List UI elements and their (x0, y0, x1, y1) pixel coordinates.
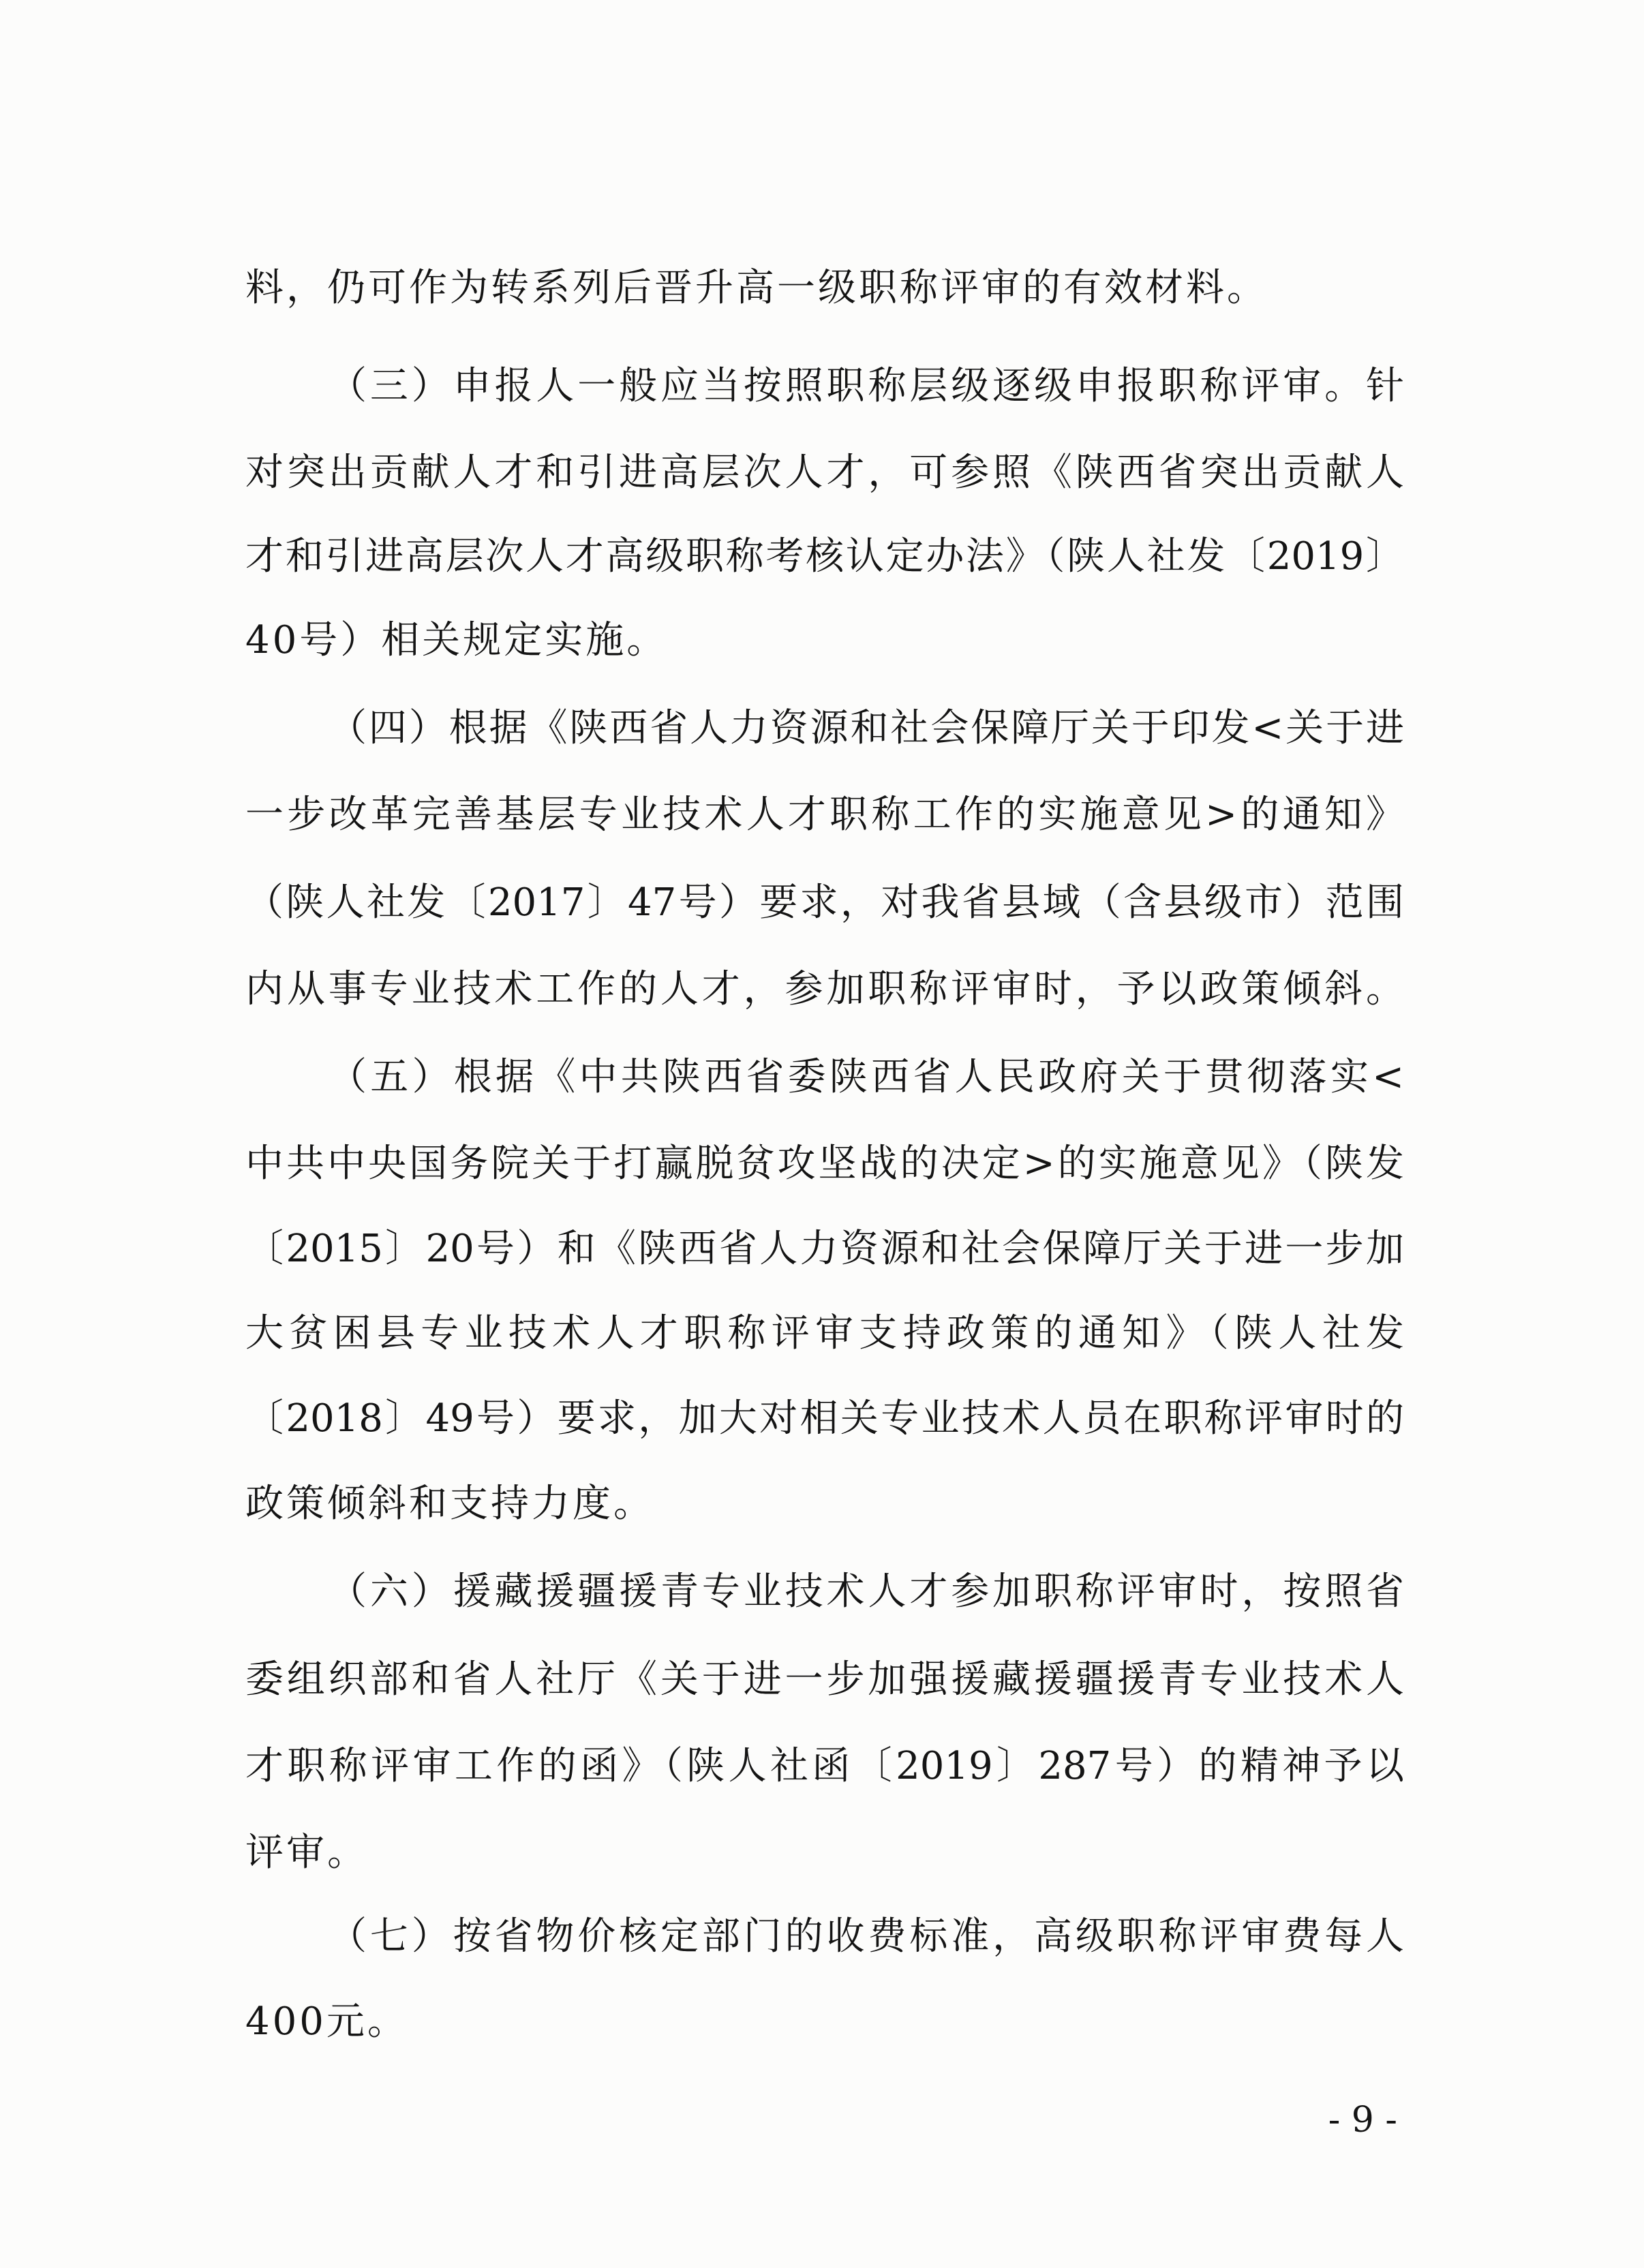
paragraph-line: （六）援藏援疆援青专业技术人才参加职称评审时，按照省 (329, 1569, 1404, 1614)
paragraph-line: 〔2018〕49号）要求，加大对相关专业技术人员在职称评审时的 (245, 1396, 1404, 1441)
paragraph-line: （三）申报人一般应当按照职称层级逐级申报职称评审。针 (329, 364, 1404, 408)
paragraph-line: 评审。 (245, 1830, 368, 1875)
paragraph-line: 40号）相关规定实施。 (245, 618, 668, 662)
paragraph-line: 对突出贡献人才和引进高层次人才，可参照《陕西省突出贡献人 (245, 450, 1404, 495)
paragraph-line: 料，仍可作为转系列后晋升高一级职称评审的有效材料。 (245, 266, 1268, 310)
paragraph-line: 一步改革完善基层专业技术人才职称工作的实施意见>的通知》 (245, 793, 1404, 837)
paragraph-line: 政策倾斜和支持力度。 (245, 1482, 654, 1526)
page-number: - 9 - (1328, 2100, 1397, 2141)
paragraph-line: 中共中央国务院关于打赢脱贫攻坚战的决定>的实施意见》（陕发 (245, 1141, 1404, 1186)
paragraph-line: （七）按省物价核定部门的收费标准，高级职称评审费每人 (329, 1914, 1404, 1959)
paragraph-line: 〔2015〕20号）和《陕西省人力资源和社会保障厅关于进一步加 (245, 1227, 1404, 1271)
paragraph-line: （五）根据《中共陕西省委陕西省人民政府关于贯彻落实< (329, 1055, 1404, 1099)
paragraph-line: 委组织部和省人社厅《关于进一步加强援藏援疆援青专业技术人 (245, 1657, 1404, 1702)
paragraph-line: 400元。 (245, 1999, 408, 2044)
paragraph-line: （陕人社发〔2017〕47号）要求，对我省县域（含县级市）范围 (245, 880, 1404, 925)
paragraph-line: 内从事专业技术工作的人才，参加职称评审时，予以政策倾斜。 (245, 967, 1404, 1011)
paragraph-line: 才职称评审工作的函》（陕人社函〔2019〕287号）的精神予以 (245, 1744, 1404, 1788)
paragraph-line: 大贫困县专业技术人才职称评审支持政策的通知》（陕人社发 (245, 1311, 1404, 1355)
paragraph-line: （四）根据《陕西省人力资源和社会保障厅关于印发<关于进 (329, 706, 1404, 750)
paragraph-line: 才和引进高层次人才高级职称考核认定办法》（陕人社发〔2019〕 (245, 534, 1404, 579)
